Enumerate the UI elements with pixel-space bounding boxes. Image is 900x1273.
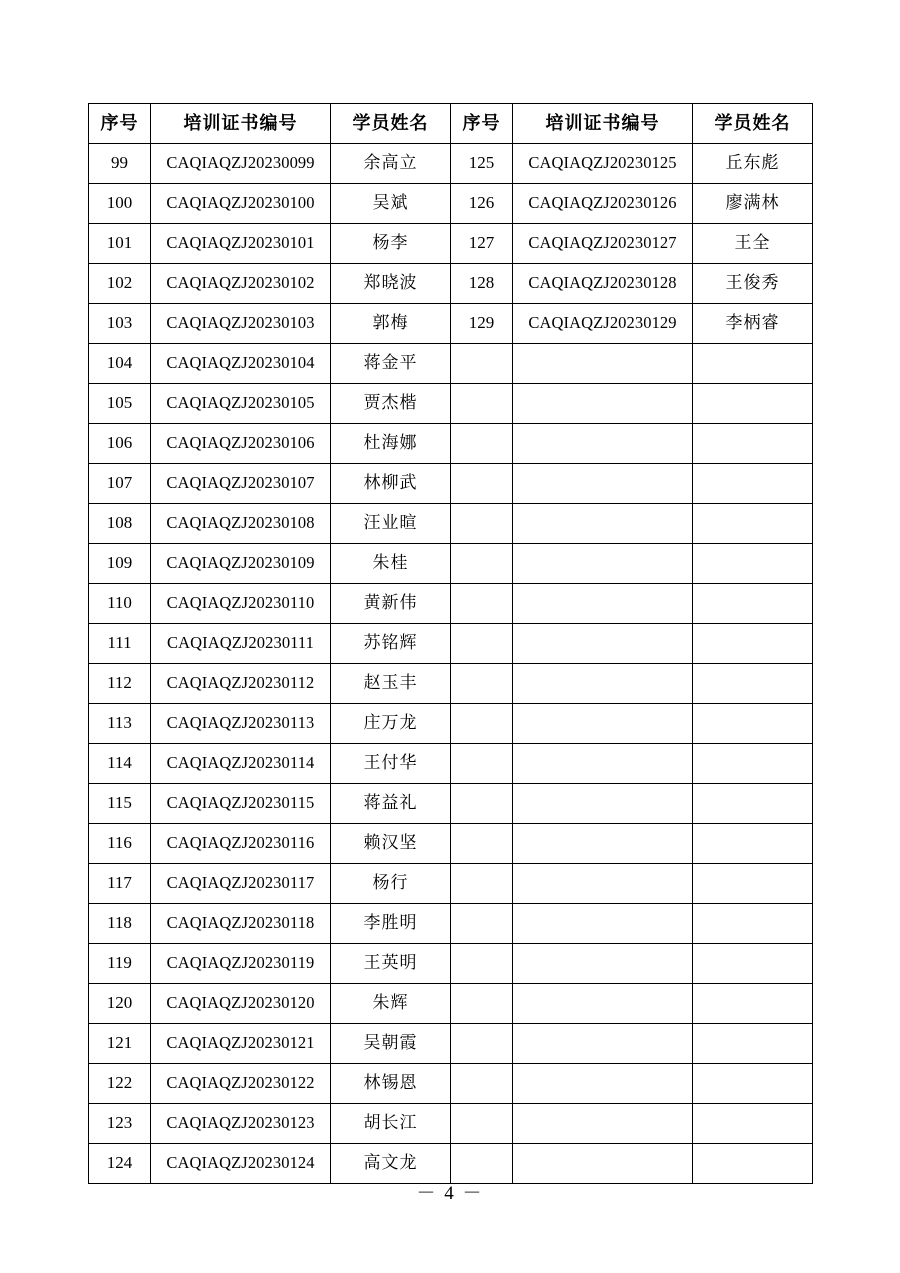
- cell-empty: [693, 784, 813, 824]
- table-row: [89, 704, 813, 744]
- cell-empty: [451, 424, 513, 464]
- cell-seq-left: 105: [89, 384, 151, 424]
- cell-student-name-left: 李胜明: [331, 904, 451, 944]
- cell-empty: [513, 744, 693, 784]
- cell-empty: [513, 784, 693, 824]
- cell-student-name-left: 杜海娜: [331, 424, 451, 464]
- cell-empty: [693, 624, 813, 664]
- cell-empty: [693, 704, 813, 744]
- cell-empty: [451, 1024, 513, 1064]
- table-row: [89, 664, 813, 704]
- table-row: [89, 304, 813, 344]
- cell-empty: [513, 1024, 693, 1064]
- cell-seq-left: 108: [89, 504, 151, 544]
- cell-certificate-left: CAQIAQZJ20230100: [151, 184, 331, 224]
- cell-seq-left: 107: [89, 464, 151, 504]
- cell-empty: [693, 584, 813, 624]
- cell-seq-left: 103: [89, 304, 151, 344]
- cell-student-name-left: 朱辉: [331, 984, 451, 1024]
- table-row: [89, 544, 813, 584]
- column-header-certificate-right: 培训证书编号: [513, 104, 693, 144]
- table-header-row: [89, 104, 813, 144]
- table-row: [89, 1104, 813, 1144]
- cell-student-name-left: 高文龙: [331, 1144, 451, 1184]
- cell-seq-left: 101: [89, 224, 151, 264]
- table-row: [89, 824, 813, 864]
- cell-empty: [451, 904, 513, 944]
- cell-seq-right: 126: [451, 184, 513, 224]
- cell-certificate-left: CAQIAQZJ20230115: [151, 784, 331, 824]
- cell-seq-left: 115: [89, 784, 151, 824]
- cell-certificate-left: CAQIAQZJ20230123: [151, 1104, 331, 1144]
- cell-certificate-left: CAQIAQZJ20230116: [151, 824, 331, 864]
- cell-seq-left: 106: [89, 424, 151, 464]
- cell-seq-left: 110: [89, 584, 151, 624]
- cell-certificate-left: CAQIAQZJ20230101: [151, 224, 331, 264]
- cell-empty: [451, 464, 513, 504]
- table-row: [89, 904, 813, 944]
- cell-student-name-left: 贾杰楷: [331, 384, 451, 424]
- cell-seq-left: 104: [89, 344, 151, 384]
- table-row: [89, 944, 813, 984]
- column-header-certificate-left: 培训证书编号: [151, 104, 331, 144]
- cell-certificate-left: CAQIAQZJ20230121: [151, 1024, 331, 1064]
- cell-empty: [451, 1064, 513, 1104]
- cell-empty: [451, 624, 513, 664]
- cell-student-name-left: 余高立: [331, 144, 451, 184]
- cell-certificate-left: CAQIAQZJ20230102: [151, 264, 331, 304]
- cell-seq-left: 116: [89, 824, 151, 864]
- cell-certificate-left: CAQIAQZJ20230099: [151, 144, 331, 184]
- cell-seq-left: 120: [89, 984, 151, 1024]
- cell-seq-left: 99: [89, 144, 151, 184]
- cell-student-name-left: 吴朝霞: [331, 1024, 451, 1064]
- cell-empty: [513, 464, 693, 504]
- table-row: [89, 784, 813, 824]
- cell-empty: [451, 544, 513, 584]
- cell-seq-right: 127: [451, 224, 513, 264]
- cell-empty: [513, 824, 693, 864]
- cell-seq-left: 117: [89, 864, 151, 904]
- cell-certificate-left: CAQIAQZJ20230122: [151, 1064, 331, 1104]
- cell-seq-left: 111: [89, 624, 151, 664]
- cell-seq-left: 109: [89, 544, 151, 584]
- cell-seq-left: 112: [89, 664, 151, 704]
- cell-student-name-right: 李柄睿: [693, 304, 813, 344]
- cell-empty: [451, 584, 513, 624]
- cell-student-name-left: 庄万龙: [331, 704, 451, 744]
- cell-student-name-left: 赖汉坚: [331, 824, 451, 864]
- cell-student-name-left: 杨李: [331, 224, 451, 264]
- cell-empty: [693, 544, 813, 584]
- cell-empty: [693, 344, 813, 384]
- cell-student-name-left: 王英明: [331, 944, 451, 984]
- cell-empty: [693, 464, 813, 504]
- cell-empty: [513, 544, 693, 584]
- table-row: [89, 504, 813, 544]
- table-row: [89, 864, 813, 904]
- cell-empty: [693, 984, 813, 1024]
- cell-student-name-right: 王俊秀: [693, 264, 813, 304]
- cell-empty: [513, 704, 693, 744]
- cell-certificate-right: CAQIAQZJ20230128: [513, 264, 693, 304]
- cell-certificate-left: CAQIAQZJ20230111: [151, 624, 331, 664]
- table-row: [89, 344, 813, 384]
- table-row: [89, 744, 813, 784]
- cell-certificate-left: CAQIAQZJ20230120: [151, 984, 331, 1024]
- cell-certificate-left: CAQIAQZJ20230103: [151, 304, 331, 344]
- cell-certificate-left: CAQIAQZJ20230118: [151, 904, 331, 944]
- cell-empty: [513, 904, 693, 944]
- cell-student-name-left: 胡长江: [331, 1104, 451, 1144]
- cell-student-name-left: 蒋金平: [331, 344, 451, 384]
- cell-student-name-right: 廖满林: [693, 184, 813, 224]
- cell-student-name-right: 丘东彪: [693, 144, 813, 184]
- cell-empty: [693, 424, 813, 464]
- cell-seq-left: 121: [89, 1024, 151, 1064]
- column-header-student-name-right: 学员姓名: [693, 104, 813, 144]
- column-header-seq-left: 序号: [89, 104, 151, 144]
- cell-certificate-left: CAQIAQZJ20230113: [151, 704, 331, 744]
- cell-student-name-left: 王付华: [331, 744, 451, 784]
- roster-table: [88, 103, 813, 1184]
- cell-empty: [693, 504, 813, 544]
- cell-empty: [513, 584, 693, 624]
- cell-empty: [693, 1104, 813, 1144]
- cell-seq-left: 114: [89, 744, 151, 784]
- table-row: [89, 584, 813, 624]
- cell-student-name-left: 汪业暄: [331, 504, 451, 544]
- cell-empty: [451, 384, 513, 424]
- cell-student-name-left: 郭梅: [331, 304, 451, 344]
- cell-empty: [451, 984, 513, 1024]
- cell-empty: [693, 1024, 813, 1064]
- cell-empty: [451, 944, 513, 984]
- table-row: [89, 1064, 813, 1104]
- cell-empty: [451, 344, 513, 384]
- cell-empty: [513, 504, 693, 544]
- cell-student-name-left: 吴斌: [331, 184, 451, 224]
- cell-seq-left: 113: [89, 704, 151, 744]
- cell-student-name-left: 赵玉丰: [331, 664, 451, 704]
- cell-empty: [513, 624, 693, 664]
- cell-certificate-left: CAQIAQZJ20230104: [151, 344, 331, 384]
- cell-empty: [451, 664, 513, 704]
- cell-empty: [513, 864, 693, 904]
- table-row: [89, 1024, 813, 1064]
- cell-certificate-left: CAQIAQZJ20230112: [151, 664, 331, 704]
- cell-student-name-left: 林柳武: [331, 464, 451, 504]
- cell-seq-left: 123: [89, 1104, 151, 1144]
- table-row: [89, 624, 813, 664]
- cell-certificate-left: CAQIAQZJ20230124: [151, 1144, 331, 1184]
- column-header-student-name-left: 学员姓名: [331, 104, 451, 144]
- cell-seq-right: 129: [451, 304, 513, 344]
- cell-empty: [693, 384, 813, 424]
- cell-empty: [513, 944, 693, 984]
- cell-student-name-left: 杨行: [331, 864, 451, 904]
- cell-empty: [513, 344, 693, 384]
- cell-certificate-left: CAQIAQZJ20230108: [151, 504, 331, 544]
- cell-seq-right: 128: [451, 264, 513, 304]
- table-row: [89, 184, 813, 224]
- cell-seq-left: 119: [89, 944, 151, 984]
- cell-certificate-left: CAQIAQZJ20230110: [151, 584, 331, 624]
- cell-empty: [513, 664, 693, 704]
- cell-empty: [693, 1064, 813, 1104]
- cell-empty: [693, 824, 813, 864]
- table-body: [89, 144, 813, 1184]
- cell-certificate-right: CAQIAQZJ20230127: [513, 224, 693, 264]
- cell-student-name-left: 黄新伟: [331, 584, 451, 624]
- cell-certificate-right: CAQIAQZJ20230125: [513, 144, 693, 184]
- cell-seq-left: 100: [89, 184, 151, 224]
- cell-student-name-right: 王全: [693, 224, 813, 264]
- cell-empty: [513, 424, 693, 464]
- cell-seq-left: 118: [89, 904, 151, 944]
- table-row: [89, 424, 813, 464]
- cell-seq-left: 124: [89, 1144, 151, 1184]
- cell-empty: [451, 744, 513, 784]
- cell-empty: [513, 1064, 693, 1104]
- cell-seq-left: 102: [89, 264, 151, 304]
- cell-empty: [513, 384, 693, 424]
- cell-student-name-left: 蒋益礼: [331, 784, 451, 824]
- table-row: [89, 224, 813, 264]
- cell-empty: [451, 504, 513, 544]
- cell-certificate-left: CAQIAQZJ20230109: [151, 544, 331, 584]
- cell-empty: [451, 1104, 513, 1144]
- cell-certificate-right: CAQIAQZJ20230129: [513, 304, 693, 344]
- cell-empty: [693, 944, 813, 984]
- cell-student-name-left: 朱桂: [331, 544, 451, 584]
- cell-student-name-left: 郑晓波: [331, 264, 451, 304]
- cell-empty: [451, 824, 513, 864]
- table-row: [89, 264, 813, 304]
- page-number: － 4 －: [416, 1183, 484, 1204]
- cell-certificate-left: CAQIAQZJ20230105: [151, 384, 331, 424]
- table-header: [89, 104, 813, 144]
- cell-certificate-left: CAQIAQZJ20230119: [151, 944, 331, 984]
- cell-empty: [693, 864, 813, 904]
- cell-student-name-left: 林锡恩: [331, 1064, 451, 1104]
- cell-empty: [451, 864, 513, 904]
- column-header-seq-right: 序号: [451, 104, 513, 144]
- table-row: [89, 984, 813, 1024]
- cell-certificate-right: CAQIAQZJ20230126: [513, 184, 693, 224]
- cell-empty: [451, 784, 513, 824]
- table-row: [89, 384, 813, 424]
- cell-empty: [451, 704, 513, 744]
- cell-seq-right: 125: [451, 144, 513, 184]
- table-row: [89, 464, 813, 504]
- cell-seq-left: 122: [89, 1064, 151, 1104]
- cell-certificate-left: CAQIAQZJ20230106: [151, 424, 331, 464]
- cell-empty: [693, 744, 813, 784]
- roster-table-container: [88, 103, 812, 1184]
- cell-empty: [513, 1104, 693, 1144]
- cell-student-name-left: 苏铭辉: [331, 624, 451, 664]
- table-row: [89, 144, 813, 184]
- cell-empty: [513, 984, 693, 1024]
- cell-certificate-left: CAQIAQZJ20230107: [151, 464, 331, 504]
- cell-empty: [693, 904, 813, 944]
- cell-certificate-left: CAQIAQZJ20230114: [151, 744, 331, 784]
- cell-empty: [693, 664, 813, 704]
- cell-certificate-left: CAQIAQZJ20230117: [151, 864, 331, 904]
